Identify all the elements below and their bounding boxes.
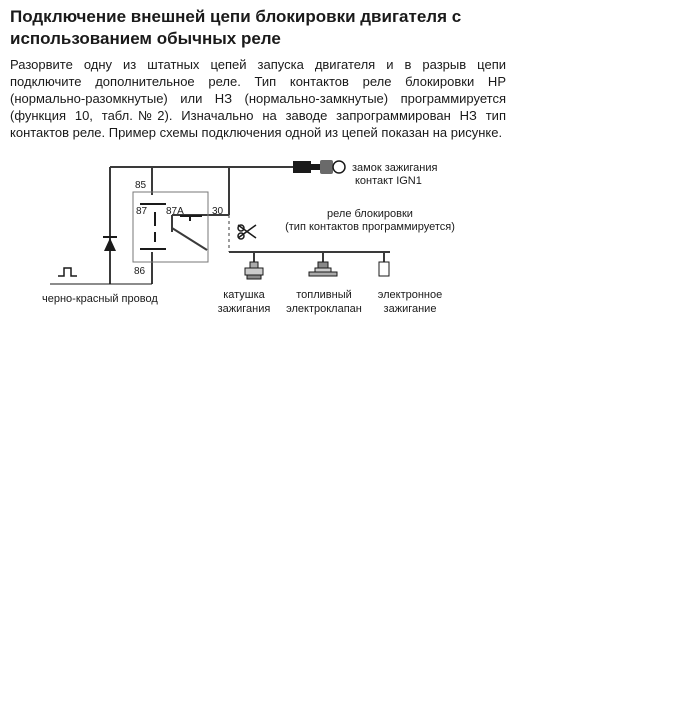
electronic-label-line1: электронное bbox=[377, 289, 443, 301]
relay-box bbox=[133, 192, 208, 262]
scissors-icon bbox=[238, 225, 256, 239]
coil-label-line2: зажигания bbox=[217, 303, 271, 315]
electronic-label-line2: зажигание bbox=[383, 303, 437, 315]
pin-86-label: 86 bbox=[134, 266, 146, 277]
ignition-key-icon bbox=[293, 160, 345, 174]
diode-icon bbox=[103, 237, 117, 251]
relay-label-line1: реле блокировки bbox=[327, 208, 413, 220]
relay-label-line2: (тип контактов программируется) bbox=[285, 221, 455, 233]
ignition-lock-label-line2: контакт IGN1 bbox=[355, 175, 422, 187]
pin-87-label: 87 bbox=[136, 206, 148, 217]
ignition-lock-label-line1: замок зажигания bbox=[352, 162, 438, 174]
coil-label-line1: катушка bbox=[223, 289, 265, 301]
relay-switch-arm bbox=[172, 228, 207, 250]
electronic-ignition-icon bbox=[379, 262, 389, 276]
pulse-signal-icon bbox=[58, 268, 77, 276]
pin-87a-label: 87A bbox=[166, 206, 184, 217]
title-line-1: Подключение внешней цепи блокировки двигателя с bbox=[10, 7, 462, 26]
title-line-2: использованием обычных реле bbox=[10, 29, 281, 48]
black-red-wire-label: черно-красный провод bbox=[42, 293, 158, 305]
pin-85-label: 85 bbox=[135, 180, 147, 191]
fuel-label-line1: топливный bbox=[296, 289, 352, 301]
intro-paragraph: Разорвите одну из штатных цепей запуска двигателя и в разрыв цепи подключите дополнительное реле. Тип контактов реле блокировки НР (нормально-разомкнутые) или НЗ (нормально-замкнутые) программируется (функция 10, табл.№2). Изначально на заводе запрограммирован НЗ тип контактов реле. Пример схемы подключения одной из цепей показан на рисунке. bbox=[10, 57, 506, 140]
ignition-coil-icon bbox=[245, 262, 263, 279]
fuel-label-line2: электроклапан bbox=[286, 303, 362, 315]
fuel-valve-icon bbox=[309, 262, 337, 276]
pin-30-label: 30 bbox=[212, 206, 224, 217]
